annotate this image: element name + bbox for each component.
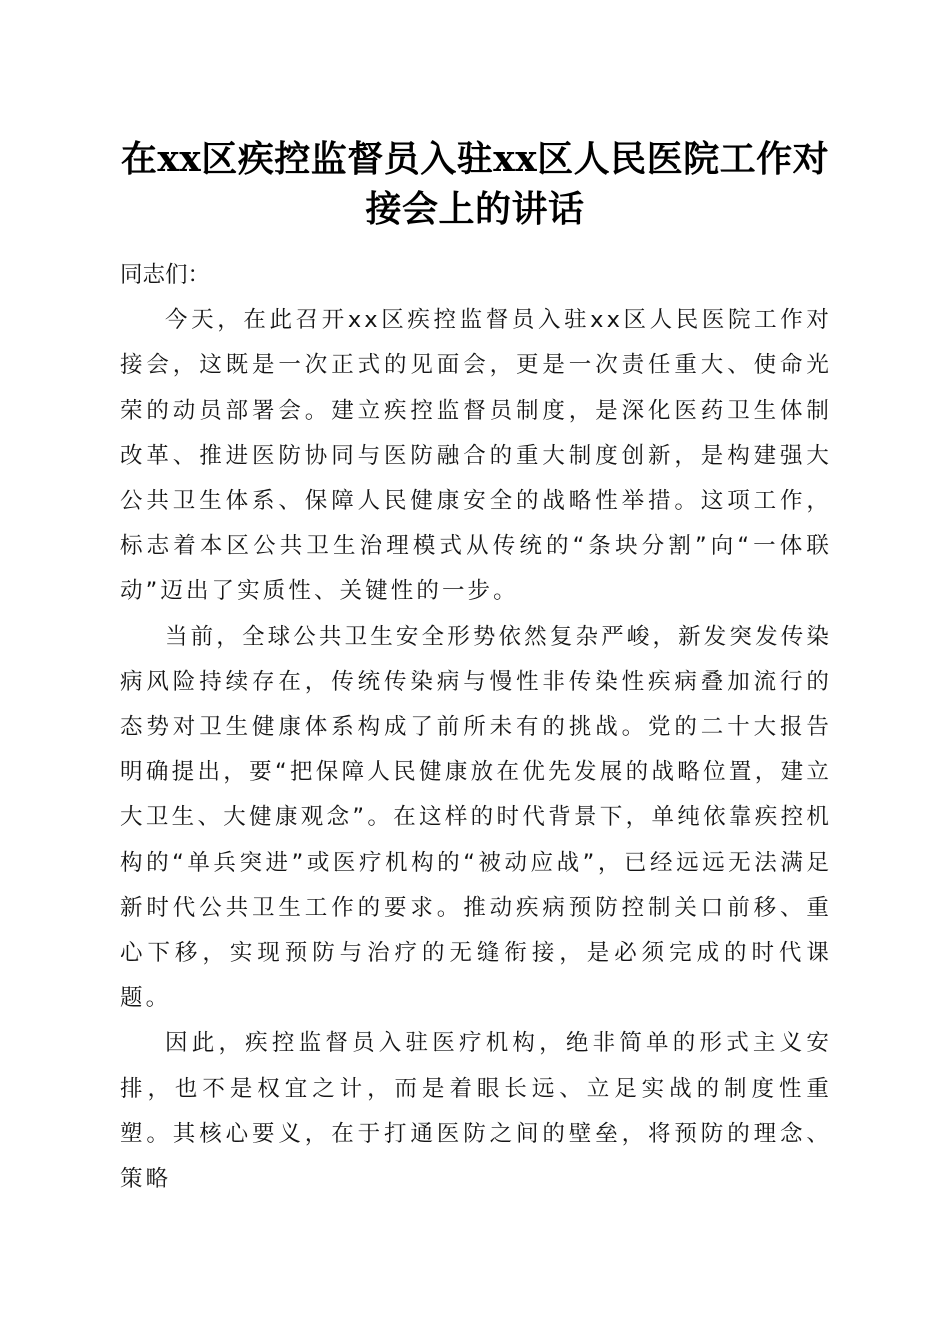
document-title: [100, 134, 850, 234]
paragraph-3: 因此，疾控监督员入驻医疗机构，绝非简单的形式主义安排，也不是权宜之计，而是着眼长远、立足实战的制度性重塑。其核心要义，在于打通医防之间的壁垒，将预防的理念、策略: [120, 1030, 832, 1193]
paragraph-2: 当前，全球公共卫生安全形势依然复杂严峻，新发突发传染病风险持续存在，传统传染病与慢性非传染性疾病叠加流行的态势对卫生健康体系构成了前所未有的挑战。党的二十大报告明确提出，要“把保障人民健康放在优先发展的战略位置，建立大卫生、大健康观念”。在这样的时代背景下，单纯依靠疾控机构的“单兵突进”或医疗机构的“被动应战”，已经远远无法满足新时代公共卫生工作的要求。推动疾病预防控制关口前移、重心下移，实现预防与治疗的无缝衔接，是必须完成的时代课题。: [120, 623, 832, 1012]
paragraph-1: 今天，在此召开xx区疾控监督员入驻xx区人民医院工作对接会，这既是一次正式的见面会，更是一次责任重大、使命光荣的动员部署会。建立疾控监督员制度，是深化医药卫生体制改革、推进医防协同与医防融合的重大制度创新，是构建强大公共卫生体系、保障人民健康安全的战略性举措。这项工作，标志着本区公共卫生治理模式从传统的“条块分割”向“一体联动”迈出了实质性、关键性的一步。: [120, 307, 832, 605]
title-line-2: 接会上的讲话: [365, 188, 585, 230]
title-line-1: 在xx区疾控监督员入驻xx区人民医院工作对: [120, 138, 830, 180]
document-body: [120, 253, 832, 1202]
salutation: 同志们：: [120, 262, 211, 288]
